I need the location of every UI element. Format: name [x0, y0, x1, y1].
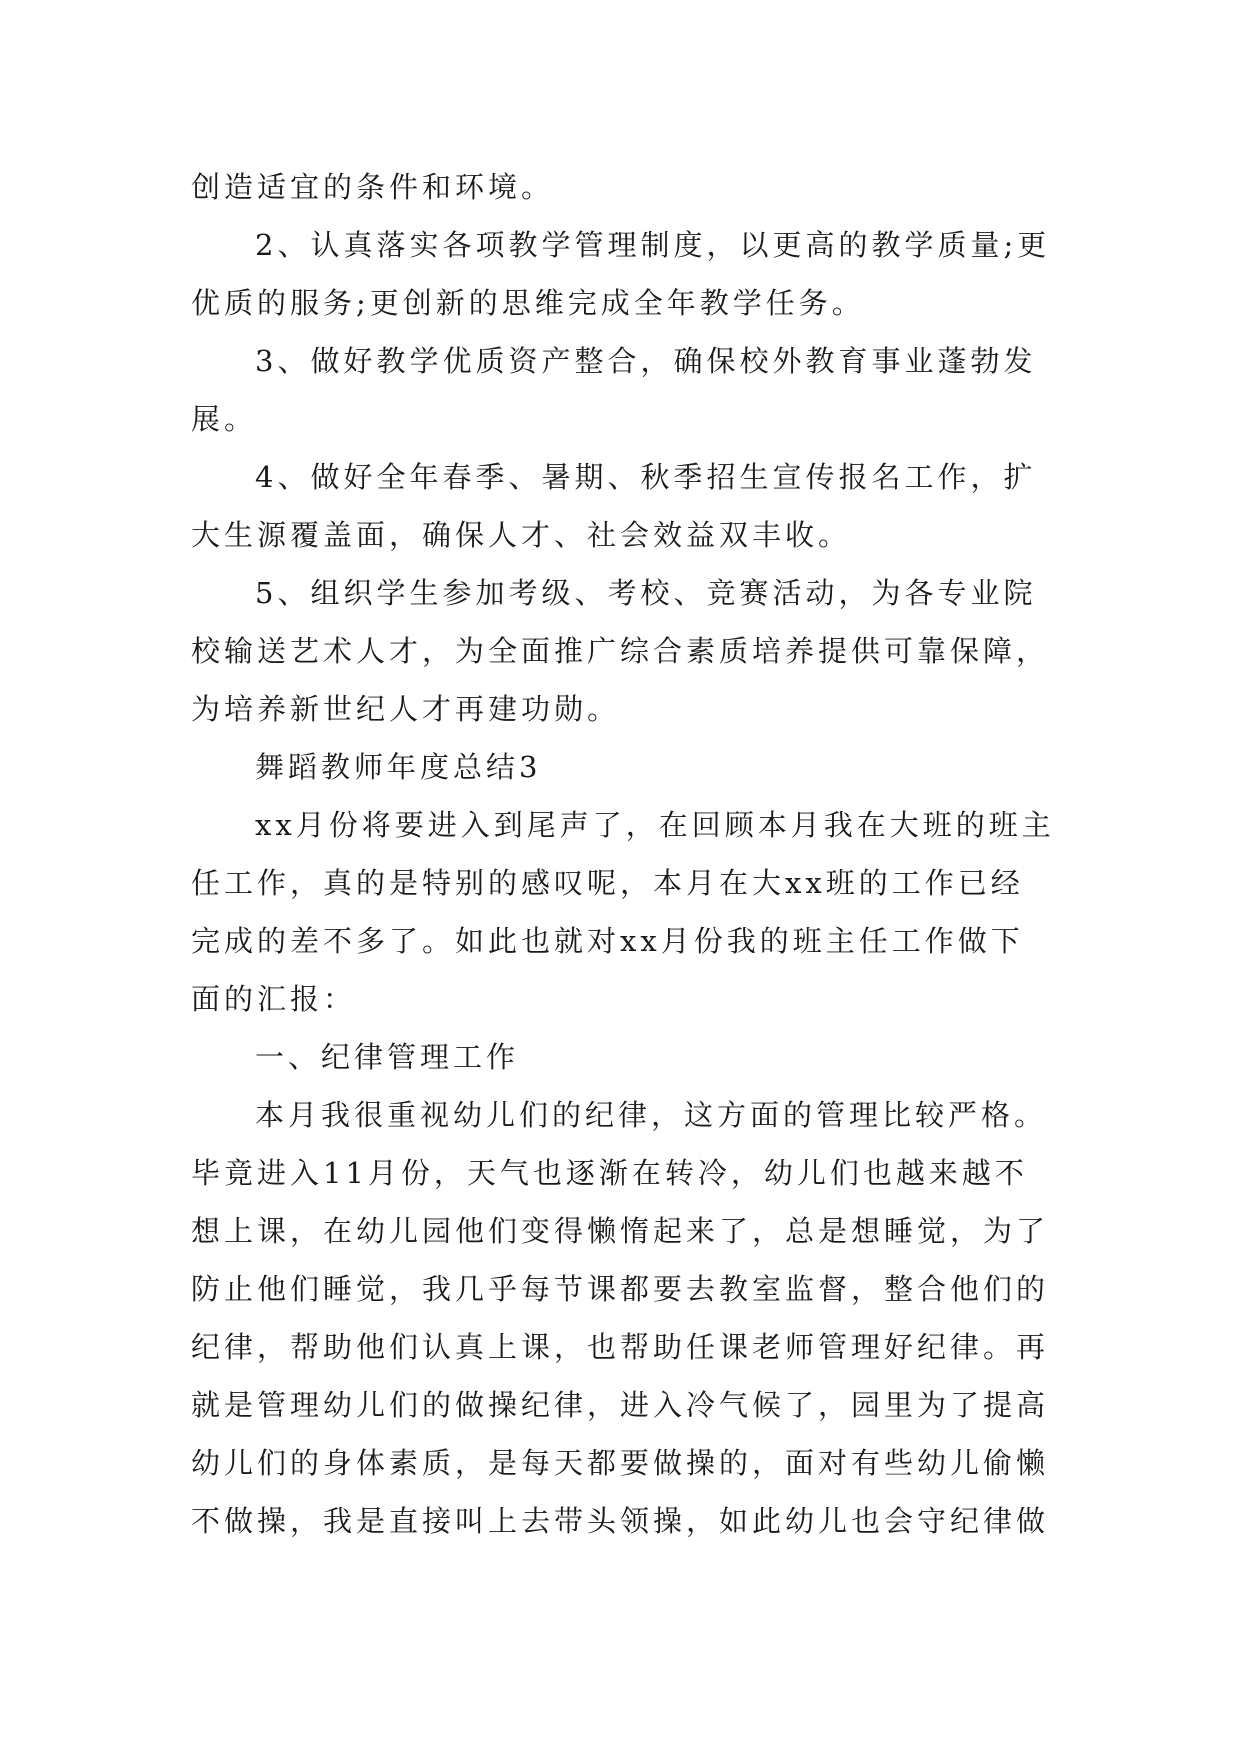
text-line: 校输送艺术人才，为全面推广综合素质培养提供可靠保障，	[191, 634, 1050, 668]
paragraph-start-line: 本月我很重视幼儿们的纪律，这方面的管理比较严格。	[255, 1098, 1048, 1132]
text-line: 展。	[191, 402, 258, 436]
list-item-3-line: 3、做好教学优质资产整合，确保校外教育事业蓬勃发	[255, 344, 1037, 378]
text-line: 纪律，帮助他们认真上课，也帮助任课老师管理好纪律。再	[191, 1330, 1050, 1364]
text-line: 不做操，我是直接叫上去带头领操，如此幼儿也会守纪律做	[191, 1504, 1050, 1538]
text-line: 幼儿们的身体素质，是每天都要做操的，面对有些幼儿偷懒	[191, 1446, 1050, 1480]
text-line: 防止他们睡觉，我几乎每节课都要去教室监督，整合他们的	[191, 1272, 1050, 1306]
section-heading: 舞蹈教师年度总结3	[255, 750, 542, 784]
list-item-4-line: 4、做好全年春季、暑期、秋季招生宣传报名工作，扩	[255, 460, 1037, 494]
paragraph-start-line: xx月份将要进入到尾声了，在回顾本月我在大班的班主	[255, 808, 1055, 842]
text-line: 完成的差不多了。如此也就对xx月份我的班主任工作做下	[191, 924, 1024, 958]
text-line: 面的汇报：	[191, 982, 357, 1016]
text-line: 毕竟进入11月份，天气也逐渐在转冷，幼儿们也越来越不	[191, 1156, 1028, 1190]
body-text	[191, 158, 1071, 1550]
text-line: 大生源覆盖面，确保人才、社会效益双丰收。	[191, 518, 852, 552]
text-line: 就是管理幼儿们的做操纪律，进入冷气候了，园里为了提高	[191, 1388, 1050, 1422]
text-line: 为培养新世纪人才再建功勋。	[191, 692, 621, 726]
text-line: 想上课，在幼儿园他们变得懒惰起来了，总是想睡觉，为了	[191, 1214, 1050, 1248]
subsection-heading: 一、纪律管理工作	[255, 1040, 520, 1074]
list-item-2-line: 2、认真落实各项教学管理制度，以更高的教学质量;更	[255, 228, 1051, 262]
list-item-5-line: 5、组织学生参加考级、考校、竞赛活动，为各专业院	[255, 576, 1037, 610]
text-line: 任工作，真的是特别的感叹呢，本月在大xx班的工作已经	[191, 866, 1024, 900]
text-line: 优质的服务;更创新的思维完成全年教学任务。	[191, 286, 865, 320]
text-line: 创造适宜的条件和环境。	[191, 170, 555, 204]
